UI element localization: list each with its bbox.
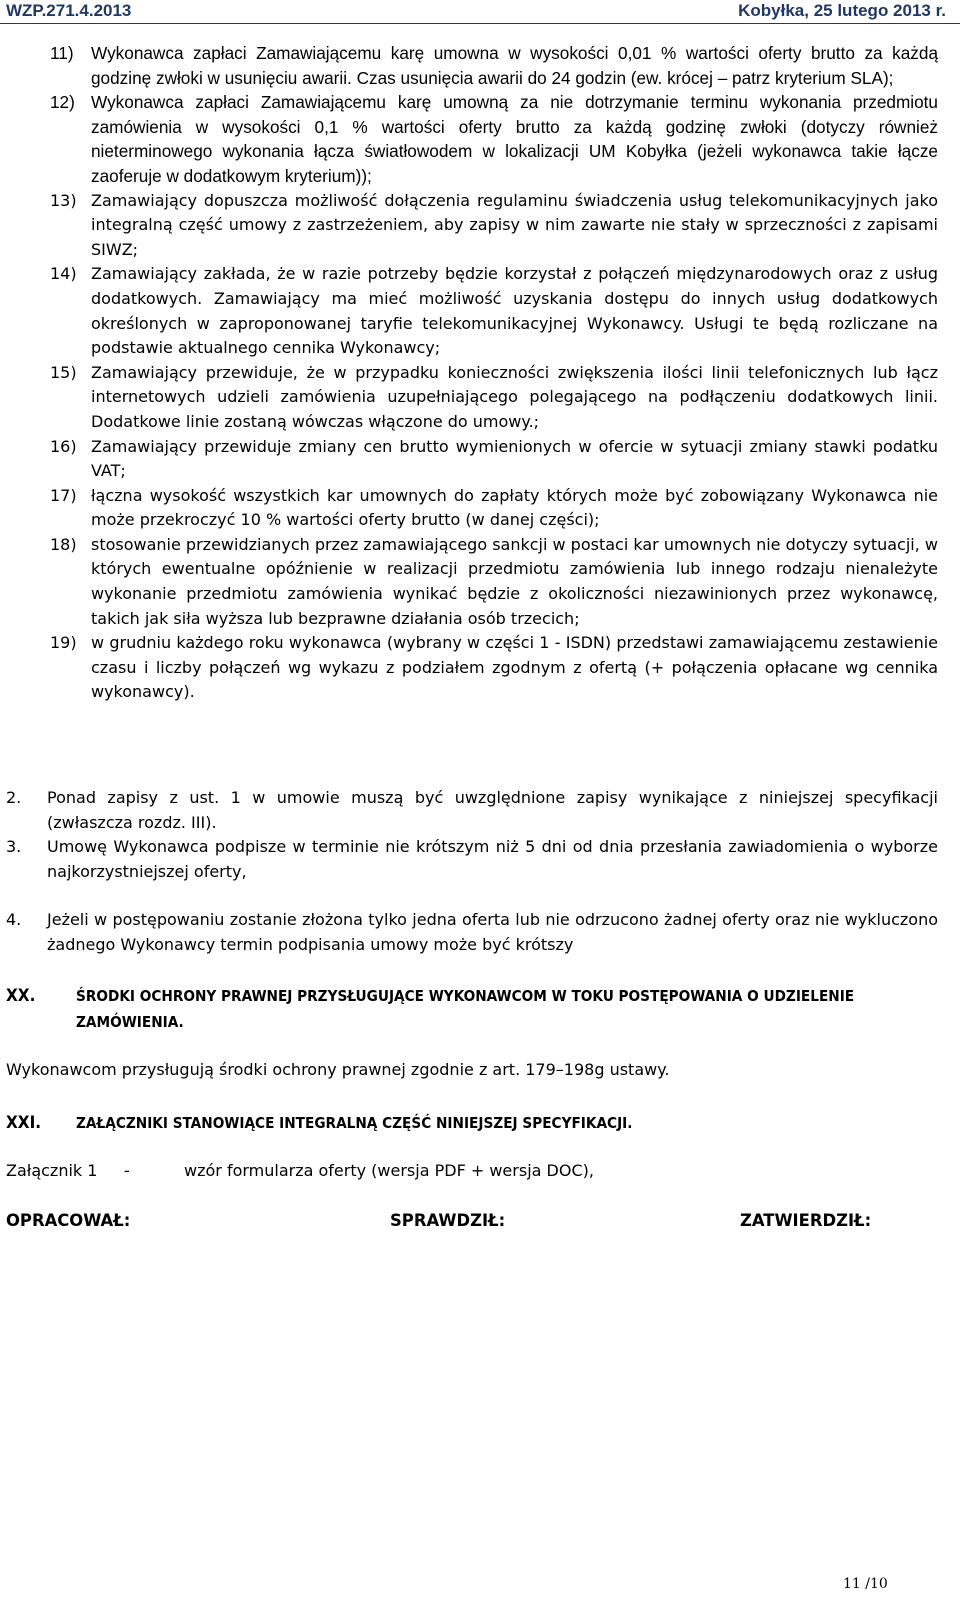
list-item-number: 16) <box>50 436 77 456</box>
list-item-text: łączna wysokość wszystkich kar umownych do zapłaty których może być zobowiązany Wykonawca nie może przekroczyć 10 % wartości oferty brutto (w danej części); <box>91 485 938 530</box>
list-item-number: 15) <box>50 362 77 382</box>
list-item-number: 14) <box>50 264 77 284</box>
list-item-number: 19) <box>50 633 77 653</box>
list-item <box>50 533 938 631</box>
list-item <box>50 361 938 435</box>
section-number: XXI. <box>6 1113 42 1133</box>
attachment-dash: - <box>124 1161 130 1180</box>
section-title: ZAŁĄCZNIKI STANOWIĄCE INTEGRALNĄ CZĘŚĆ NINIEJSZEJ SPECYFIKACJI. <box>76 1114 633 1132</box>
document-date: Kobyłka, 25 lutego 2013 r. <box>738 1 946 20</box>
list-item <box>50 484 938 533</box>
numbered-points <box>6 786 938 958</box>
section-xx-body: Wykonawcom przysługują środki ochrony prawnej zgodnie z art. 179–198g ustawy. <box>6 1060 670 1079</box>
point-text: Jeżeli w postępowaniu zostanie złożona tylko jedna oferta lub nie odrzucono żadnej oferty oraz nie wykluczono żadnego Wykonawcy termin podpisania umowy może być krótszy <box>47 910 938 954</box>
point-item <box>6 786 938 835</box>
list-item-number: 12) <box>50 92 75 113</box>
list-item-number: 13) <box>50 190 77 210</box>
list-item-text: Zamawiający przewiduje zmiany cen brutto wymienionych w ofercie w sytuacji zmiany stawki podatku VAT; <box>91 436 938 481</box>
list-item-text: Zamawiający przewiduje, że w przypadku konieczności zwiększenia ilości linii telefonicznych lub łącz internetowych udzieli zamówienia uzupełniającego polegającego na podłączeniu dodatkowych linii. Dodatkowe linie zostaną wówczas włączone do umowy.; <box>91 362 938 431</box>
list-item-number: 18) <box>50 534 77 554</box>
list-item <box>50 435 938 484</box>
list-item <box>50 189 938 263</box>
list-item-number: 17) <box>50 485 77 505</box>
point-text: Umowę Wykonawca podpisze w terminie nie krótszym niż 5 dni od dnia przesłania zawiadomienia o wyborze najkorzystniejszej oferty, <box>47 837 938 881</box>
section-number: XX. <box>6 986 36 1006</box>
page-number: 11 /10 <box>843 1576 888 1592</box>
list-item <box>50 41 938 90</box>
list-item-text: Zamawiający zakłada, że w razie potrzeby będzie korzystał z połączeń międzynarodowych oraz z usług dodatkowych. Zamawiający ma mieć możliwość uzyskania dostępu do innych usług dodatkowych określonych w zaproponowanej taryfie telekomunikacyjnej Wykonawcy. Usługi te będą rozliczane na podstawie aktualnego cennika Wykonawcy; <box>91 264 938 358</box>
attachment-description: wzór formularza oferty (wersja PDF + wersja DOC), <box>184 1161 594 1180</box>
point-item <box>6 908 938 957</box>
point-text: Ponad zapisy z ust. 1 w umowie muszą być uwzględnione zapisy wynikające z niniejszej specyfikacji (zwłaszcza rozdz. III). <box>47 788 938 832</box>
signature-row <box>6 1209 938 1233</box>
header-divider <box>0 23 960 24</box>
attachment-label: Załącznik 1 <box>6 1161 98 1180</box>
list-item-text: Zamawiający dopuszcza możliwość dołączenia regulaminu świadczenia usług telekomunikacyjnych jako integralną część umowy z zastrzeżeniem, aby zapisy w nim zawarte nie stały w sprzeczności z zapisami SIWZ; <box>91 190 938 259</box>
list-item-text: Wykonawca zapłaci Zamawiającemu karę umowna w wysokości 0,01 % wartości oferty brutto za każdą godzinę zwłoki w usunięciu awarii. Czas usunięcia awarii do 24 godzin (ew. krócej – patrz kryterium SLA); <box>91 43 938 88</box>
list-item-text: w grudniu każdego roku wykonawca (wybrany w części 1 - ISDN) przedstawi zamawiającemu zestawienie czasu i liczby połączeń wg wykazu z podziałem zgodnym z ofertą (+ połączenia opłacane wg cennika wykonawcy). <box>91 633 938 702</box>
list-item-number: 11) <box>50 43 74 63</box>
point-number: 2. <box>6 788 22 807</box>
approved-by-label: ZATWIERDZIŁ: <box>740 1211 872 1230</box>
checked-by-label: SPRAWDZIŁ: <box>390 1211 506 1230</box>
numbered-list <box>50 41 938 705</box>
point-number: 3. <box>6 837 22 857</box>
list-item <box>50 90 938 188</box>
attachment-row <box>6 1159 938 1183</box>
list-item <box>50 631 938 705</box>
page-header <box>0 0 960 24</box>
list-item-text: Wykonawca zapłaci Zamawiającemu karę umowną za nie dotrzymanie terminu wykonania przedmiotu zamówienia w wysokości 0,1 % wartości oferty brutto za każdą godzinę zwłoki (dotyczy również nieterminowego wykonania łącza światłowodem w lokalizacji UM Kobyłka (jeżeli wykonawca takie łącze zaoferuje w dodatkowym kryterium)); <box>91 92 938 186</box>
document-reference: WZP.271.4.2013 <box>6 1 132 20</box>
section-heading-xxi <box>6 1110 938 1136</box>
list-item <box>50 262 938 360</box>
section-heading-xx <box>6 983 938 1035</box>
point-item <box>6 835 938 884</box>
point-number: 4. <box>6 910 22 930</box>
spacer <box>6 884 938 908</box>
prepared-by-label: OPRACOWAŁ: <box>6 1211 131 1230</box>
section-title: ŚRODKI OCHRONY PRAWNEJ PRZYSŁUGUJĄCE WYKONAWCOM W TOKU POSTĘPOWANIA O UDZIELENIE ZAMÓWIENIA. <box>76 987 855 1031</box>
list-item-text: stosowanie przewidzianych przez zamawiającego sankcji w postaci kar umownych nie dotyczy sytuacji, w których ewentualne opóźnienie w realizacji przedmiotu zamówienia lub innego rodzaju nienależyte wykonanie przedmiotu zamówienia wynikać będzie z okoliczności niezawinionych przez wykonawcę, takich jak siła wyższa lub bezprawne działania osób trzecich; <box>91 534 938 628</box>
